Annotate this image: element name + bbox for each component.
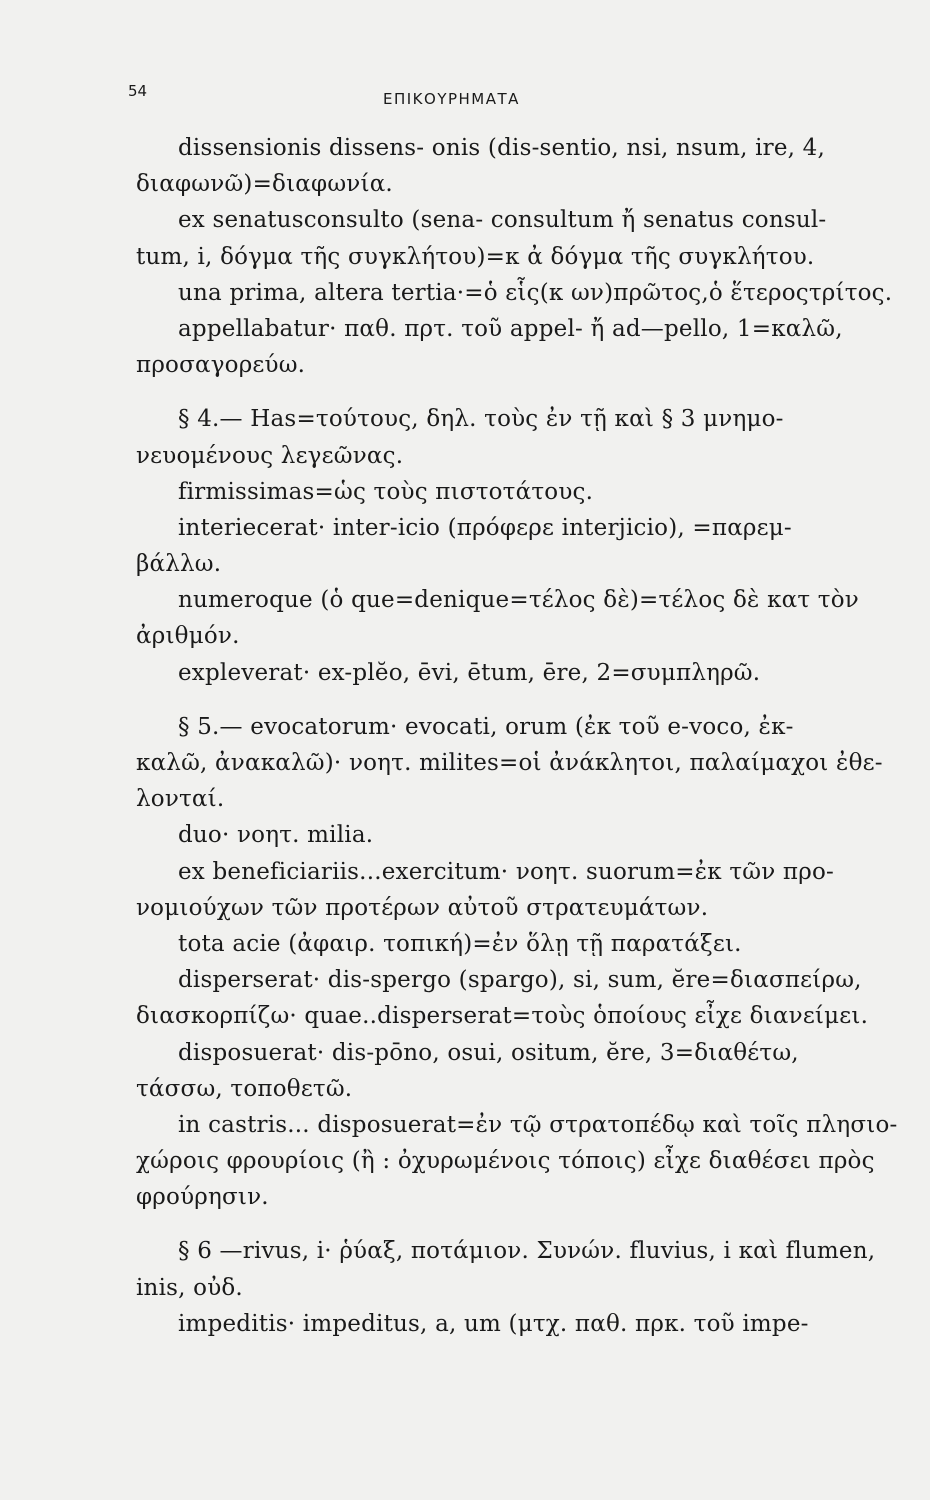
text-line: impeditis· impeditus, a, um (μτχ. παθ. πρκ. τοῦ impe-	[178, 1310, 809, 1337]
text-line: in castris... disposuerat=ἐν τῷ στρατοπέδῳ καὶ τοῖς πλησιο-	[178, 1111, 898, 1138]
paragraph-gap	[136, 691, 906, 709]
paragraph-gap	[136, 1215, 906, 1233]
text-line: duo· νοητ. milia.	[178, 822, 374, 849]
text-line: νευομένους λεγεῶνας.	[136, 442, 404, 469]
page-header	[128, 82, 828, 112]
text-line: expleverat· ex-plĕo, ēvi, ētum, ēre, 2=συμπληρῶ.	[178, 659, 761, 686]
text-line: λονταί.	[136, 786, 225, 813]
page-number: 54	[128, 82, 148, 100]
text-line: καλῶ, ἀνακαλῶ)· νοητ. milites=οἱ ἀνάκλητοι, παλαίμαχοι ἐθε-	[136, 750, 883, 776]
text-line: ex senatusconsulto (sena- consultum ἤ senatus consul-	[178, 207, 827, 234]
text-line: numeroque (ὁ que=denique=τέλος δὲ)=τέλος δὲ κατ τὸν	[178, 587, 859, 614]
text-line: διασκορπίζω· quae..disperserat=τοὺς ὁποίους εἶχε διανείμει.	[136, 1003, 869, 1030]
running-title: ΕΠΙΚΟΥΡΗΜΑΤΑ	[383, 90, 520, 108]
text-line: διαφωνῶ)=διαφωνία.	[136, 171, 393, 198]
text-line: ex beneficiariis...exercitum· νοητ. suorum=ἐκ τῶν προ-	[178, 858, 834, 885]
text-line: tota acie (ἀφαιρ. τοπική)=ἐν ὅλῃ τῇ παρατάξει.	[178, 930, 742, 957]
text-line: ἀριθμόν.	[136, 623, 240, 650]
text-line: disperserat· dis-spergo (spargo), si, sum, ĕre=διασπείρω,	[178, 967, 862, 994]
text-line: νομιούχων τῶν προτέρων αὐτοῦ στρατευμάτων.	[136, 894, 709, 921]
section-heading-line: § 4.— Has=τούτους, δηλ. τοὺς ἐν τῇ καὶ § 3 μνημο-	[178, 406, 784, 433]
section-heading-line: § 5.— evocatorum· evocati, orum (ἐκ τοῦ e-voco, ἐκ-	[178, 713, 794, 740]
text-line: firmissimas=ὡς τοὺς πιστοτάτους.	[178, 478, 594, 505]
text-line: προσαγορεύω.	[136, 352, 306, 379]
text-line: interiecerat· inter-icio (πρόφερε interjicio), =παρεμ-	[178, 514, 792, 541]
section-heading-line: § 6 —rivus, i· ῥύαξ, ποτάμιον. Συνών. fluvius, i καὶ flumen,	[178, 1238, 876, 1265]
text-line: dissensionis dissens- onis (dis-sentio, nsi, nsum, ire, 4,	[178, 135, 826, 161]
paragraph-gap	[136, 383, 906, 401]
text-line: inis, οὐδ.	[136, 1274, 243, 1301]
text-line: tum, i, δόγμα τῆς συγκλήτου)=κ ἀ δόγμα τῆς συγκλήτου.	[136, 243, 815, 270]
text-line: appellabatur· παθ. πρτ. τοῦ appel- ἤ ad—pello, 1=καλῶ,	[178, 315, 843, 342]
text-line: βάλλω.	[136, 551, 222, 578]
text-line: disposuerat· dis-pōno, osui, ositum, ĕre, 3=διαθέτω,	[178, 1039, 799, 1066]
commentary-text	[136, 130, 906, 1342]
text-line: τάσσω, τοποθετῶ.	[136, 1075, 353, 1102]
text-line: una prima, altera tertia·=ὁ εἷς(κ ων)πρῶτος,ὁ ἕτεροςτρίτος.	[178, 279, 893, 306]
text-line: φρούρησιν.	[136, 1184, 269, 1211]
text-line: χώροις φρουρίοις (ἢ : ὀχυρωμένοις τόποις) εἶχε διαθέσει πρὸς	[136, 1148, 875, 1175]
